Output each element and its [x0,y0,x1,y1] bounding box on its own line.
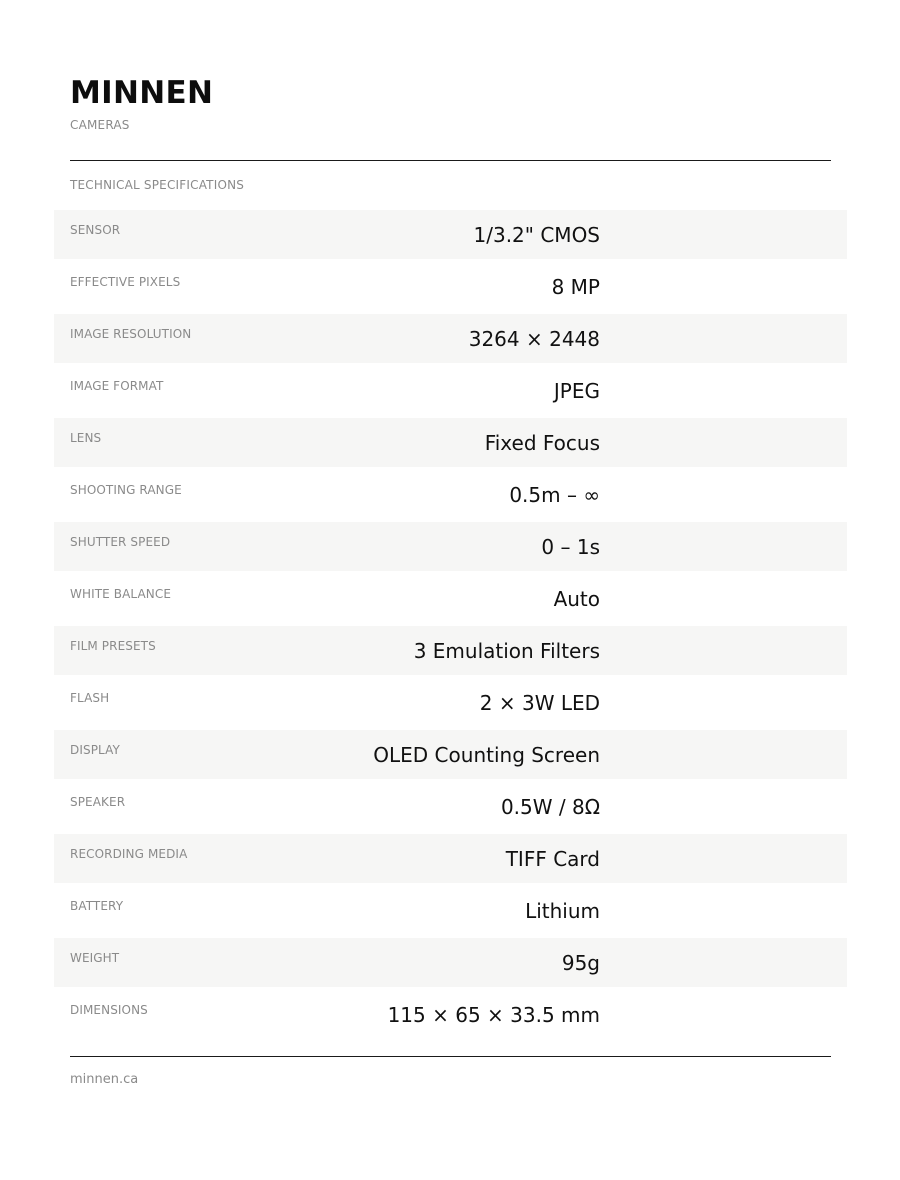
spec-row-shutter-speed [54,522,847,571]
spec-label: EFFECTIVE PIXELS [70,275,181,289]
footer-website-link[interactable]: minnen.ca [70,1072,139,1087]
spec-row-speaker [54,782,847,831]
spec-label: SHUTTER SPEED [70,535,171,549]
spec-row-effective-pixels [54,262,847,311]
spec-value: JPEG [553,379,600,403]
spec-value: Auto [553,587,600,611]
spec-row-weight [54,938,847,987]
spec-value: OLED Counting Screen [373,743,600,767]
spec-value: 0.5m – ∞ [509,483,600,507]
spec-label: BATTERY [70,899,124,913]
spec-value: Fixed Focus [484,431,600,455]
spec-label: IMAGE RESOLUTION [70,327,192,341]
spec-row-flash [54,678,847,727]
spec-label: WHITE BALANCE [70,587,172,601]
divider-top [70,160,831,161]
spec-value: 3 Emulation Filters [413,639,600,663]
spec-row-battery [54,886,847,935]
spec-value: 0.5W / 8Ω [500,795,600,819]
spec-label: RECORDING MEDIA [70,847,188,861]
divider-bottom [70,1056,831,1057]
spec-value: Lithium [525,899,600,923]
spec-row-dimensions [54,990,847,1039]
spec-value: 115 × 65 × 33.5 mm [387,1003,600,1027]
spec-label: IMAGE FORMAT [70,379,164,393]
product-category: CAMERAS [70,118,130,132]
spec-row-lens [54,418,847,467]
spec-label: SHOOTING RANGE [70,483,182,497]
spec-row-white-balance [54,574,847,623]
spec-table [54,210,847,1042]
spec-label: LENS [70,431,102,445]
spec-label: WEIGHT [70,951,120,965]
spec-label: DIMENSIONS [70,1003,148,1017]
spec-label: DISPLAY [70,743,120,757]
spec-row-shooting-range [54,470,847,519]
spec-value: 95g [561,951,600,975]
spec-value: 3264 × 2448 [468,327,600,351]
spec-label: SENSOR [70,223,121,237]
spec-value: 1/3.2" CMOS [473,223,600,247]
spec-value: 8 MP [551,275,600,299]
spec-row-image-format [54,366,847,415]
spec-value: 2 × 3W LED [479,691,600,715]
spec-value: 0 – 1s [541,535,600,559]
spec-label: SPEAKER [70,795,126,809]
spec-value: TIFF Card [505,847,600,871]
spec-label: FLASH [70,691,110,705]
spec-row-recording-media [54,834,847,883]
spec-row-display [54,730,847,779]
spec-row-image-resolution [54,314,847,363]
spec-label: FILM PRESETS [70,639,156,653]
spec-row-film-presets [54,626,847,675]
brand-title: MINNEN [70,75,214,111]
spec-row-sensor [54,210,847,259]
section-title: TECHNICAL SPECIFICATIONS [70,178,245,192]
